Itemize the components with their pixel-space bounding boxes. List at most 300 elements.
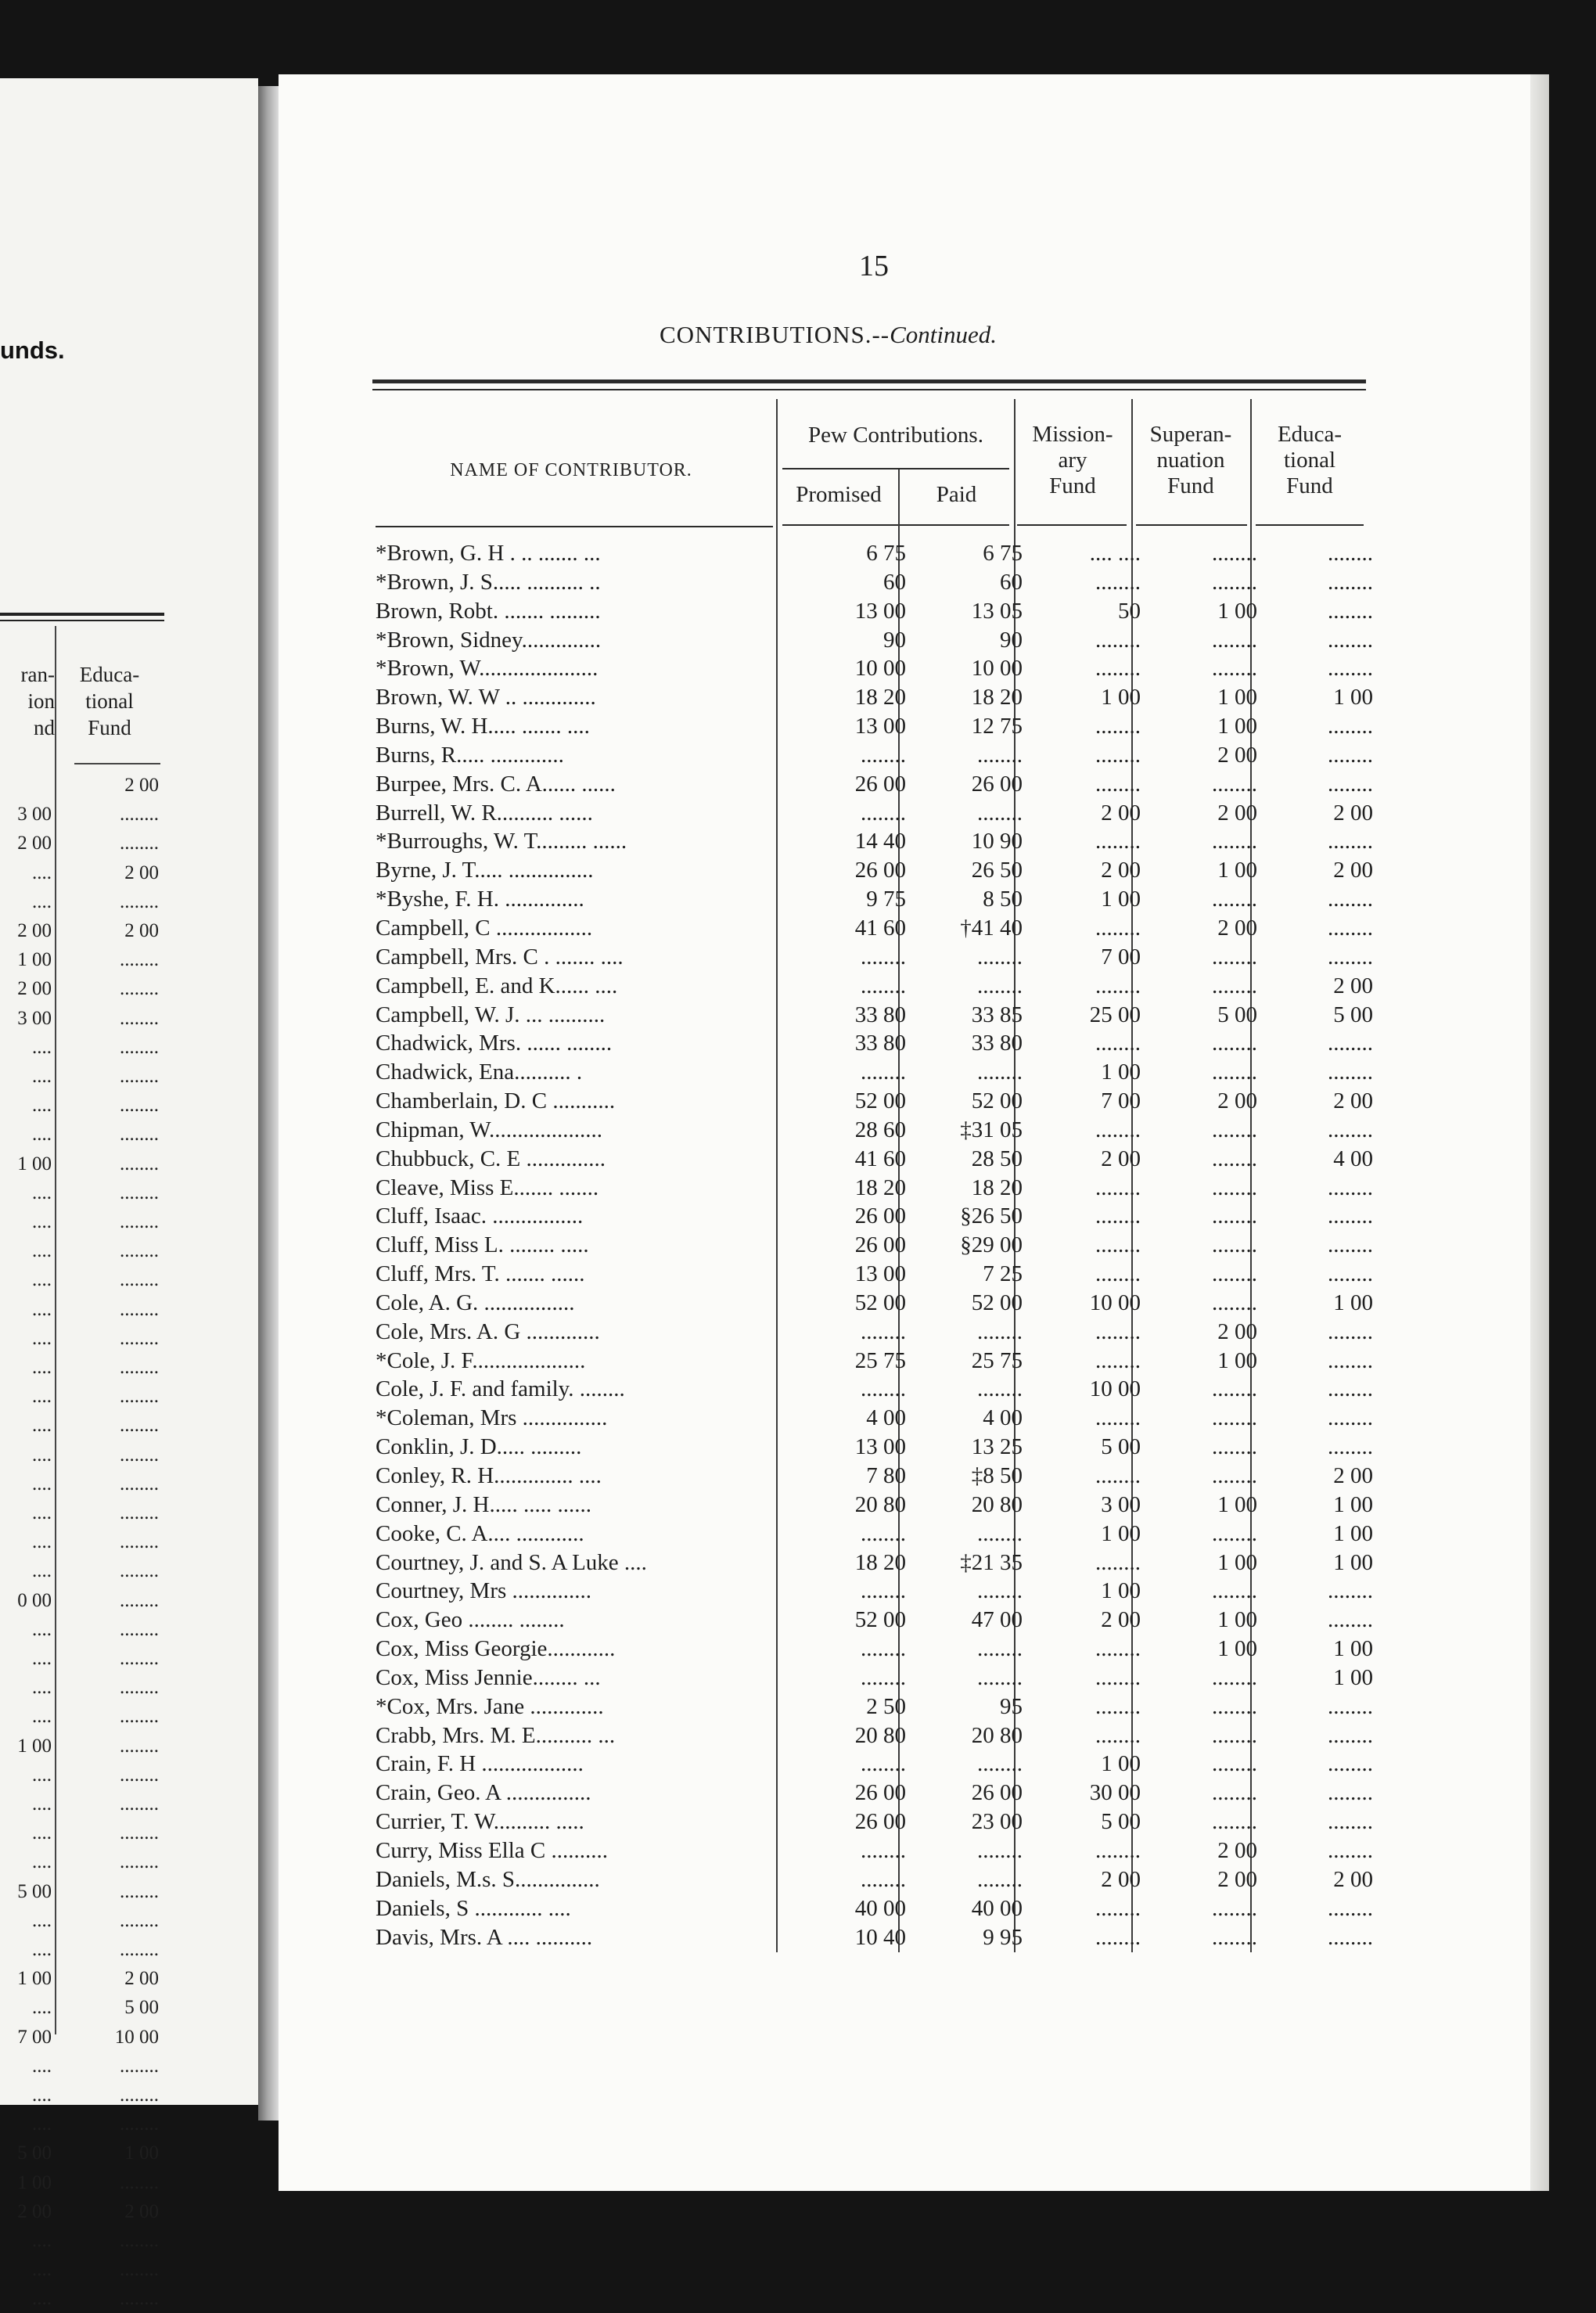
educational-fund: ........ bbox=[1328, 944, 1373, 969]
pew-promised: 26 00 bbox=[854, 858, 906, 883]
missionary-fund: ........ bbox=[1095, 1549, 1141, 1575]
pew-promised: ........ bbox=[861, 1866, 906, 1892]
table-row bbox=[376, 914, 1377, 943]
table-top-rule-thick bbox=[372, 380, 1366, 383]
pew-paid: ........ bbox=[977, 1520, 1023, 1546]
left-page-superannuation-cell: .... bbox=[32, 1182, 52, 1203]
table-row bbox=[376, 1087, 1377, 1116]
missionary-fund: 7 00 bbox=[1101, 1088, 1141, 1114]
superannuation-fund: ........ bbox=[1212, 771, 1257, 797]
pew-paid: 12 75 bbox=[971, 714, 1023, 739]
pew-paid: ........ bbox=[977, 800, 1023, 826]
left-page-superannuation-cell: .... bbox=[32, 890, 52, 912]
left-page-educational-cell: ........ bbox=[120, 2113, 159, 2135]
educational-fund: ........ bbox=[1328, 742, 1373, 768]
contributor-name: Courtney, Mrs .............. bbox=[376, 1578, 592, 1604]
left-page-superannuation-cell: .... bbox=[32, 1444, 52, 1466]
left-page-educational-cell: ........ bbox=[120, 1589, 159, 1611]
educational-fund: ........ bbox=[1328, 887, 1373, 912]
left-page-superannuation-cell: 1 00 bbox=[17, 1153, 52, 1174]
pew-paid: 6 75 bbox=[983, 541, 1023, 566]
contributor-name: Curry, Miss Ella C .......... bbox=[376, 1837, 608, 1863]
contributor-name: Cole, Mrs. A. G ............. bbox=[376, 1318, 600, 1344]
missionary-fund: 3 00 bbox=[1101, 1491, 1141, 1517]
left-page-educational-cell: 2 00 bbox=[124, 1968, 159, 1990]
educational-fund: ........ bbox=[1328, 656, 1373, 682]
pew-promised: 20 80 bbox=[854, 1491, 906, 1517]
left-page-superannuation-cell: .... bbox=[32, 1939, 52, 1960]
pew-promised: ........ bbox=[861, 1059, 906, 1085]
pew-promised: ........ bbox=[861, 1578, 906, 1604]
left-page-superannuation-cell: .... bbox=[32, 1851, 52, 1873]
superannuation-fund: ........ bbox=[1212, 1232, 1257, 1258]
missionary-fund: ........ bbox=[1095, 627, 1141, 653]
educational-fund: 1 00 bbox=[1333, 1290, 1373, 1315]
missionary-fund: 1 00 bbox=[1101, 1751, 1141, 1777]
pew-paid: 18 20 bbox=[971, 685, 1023, 710]
contributor-name: Brown, W. W .. ............. bbox=[376, 685, 596, 710]
left-page-educational-cell: ........ bbox=[120, 978, 159, 1000]
pew-promised: 60 bbox=[883, 569, 906, 595]
contribution-rows bbox=[376, 539, 1377, 1951]
left-page-educational-cell: ........ bbox=[120, 1327, 159, 1349]
missionary-fund: ........ bbox=[1095, 1261, 1141, 1287]
contributor-name: *Brown, G. H . .. ....... ... bbox=[376, 541, 601, 566]
table-row bbox=[376, 1721, 1377, 1750]
left-page-superannuation-cell: .... bbox=[32, 1764, 52, 1786]
superannuation-fund: 2 00 bbox=[1217, 1866, 1257, 1892]
missionary-fund: 10 00 bbox=[1089, 1376, 1141, 1402]
left-page-superannuation-cell: .... bbox=[32, 1677, 52, 1699]
left-page-superannuation-cell bbox=[0, 771, 52, 800]
table-row bbox=[376, 1462, 1377, 1491]
missionary-fund: 30 00 bbox=[1089, 1780, 1141, 1806]
left-page-superannuation-cell: .... bbox=[32, 1560, 52, 1582]
contributor-name: Cox, Geo ........ ........ bbox=[376, 1607, 565, 1633]
left-page-educational-cell: ........ bbox=[120, 2288, 159, 2310]
table-row bbox=[376, 1260, 1377, 1289]
table-row bbox=[376, 1779, 1377, 1808]
table-row bbox=[376, 1923, 1377, 1952]
left-page-superannuation-cell: .... bbox=[32, 2230, 52, 2251]
missionary-fund: ........ bbox=[1095, 1693, 1141, 1719]
table-row bbox=[376, 1750, 1377, 1779]
left-page-superannuation-cell: .... bbox=[32, 2113, 52, 2135]
superannuation-fund: ........ bbox=[1212, 1463, 1257, 1488]
superannuation-fund: ........ bbox=[1212, 1895, 1257, 1921]
table-row bbox=[376, 1865, 1377, 1894]
educational-fund: 4 00 bbox=[1333, 1146, 1373, 1171]
contributor-name: Brown, Robt. ....... ......... bbox=[376, 598, 601, 624]
left-page-superannuation-cell: .... bbox=[32, 1327, 52, 1349]
pew-promised: 33 80 bbox=[854, 1002, 906, 1027]
missionary-fund: ........ bbox=[1095, 569, 1141, 595]
left-page-superannuation-cell: .... bbox=[32, 1240, 52, 1262]
contributor-name: Conner, J. H..... ..... ...... bbox=[376, 1491, 591, 1517]
missionary-fund: ........ bbox=[1095, 915, 1141, 941]
missionary-fund: 1 00 bbox=[1101, 1578, 1141, 1604]
left-page-superannuation-cell: .... bbox=[32, 1124, 52, 1146]
superannuation-fund: 1 00 bbox=[1217, 1347, 1257, 1373]
table-row bbox=[376, 1808, 1377, 1836]
table-row bbox=[376, 1404, 1377, 1433]
superannuation-fund: ........ bbox=[1212, 1578, 1257, 1604]
contributor-name: Campbell, E. and K...... .... bbox=[376, 973, 618, 998]
pew-promised: ........ bbox=[861, 1837, 906, 1863]
educational-fund: 1 00 bbox=[1333, 1549, 1373, 1575]
superannuation-fund: ........ bbox=[1212, 1059, 1257, 1085]
contributor-name: Byrne, J. T..... ............... bbox=[376, 858, 594, 883]
pew-paid: 10 00 bbox=[971, 656, 1023, 682]
left-page-educational-cell: 2 00 bbox=[124, 2200, 159, 2222]
left-page-educational-cell: ........ bbox=[120, 1211, 159, 1232]
left-page-superannuation-cell: 1 00 bbox=[17, 949, 52, 971]
pew-paid: 33 80 bbox=[971, 1031, 1023, 1056]
left-page-superannuation-cell: .... bbox=[32, 1386, 52, 1408]
left-page-educational-cell: ........ bbox=[120, 804, 159, 826]
left-page-superannuation-cell: 3 00 bbox=[17, 804, 52, 826]
table-row bbox=[376, 1029, 1377, 1058]
missionary-fund: 2 00 bbox=[1101, 1146, 1141, 1171]
left-page-educational-cell: ........ bbox=[120, 1007, 159, 1029]
header-pew-contributions: Pew Contributions. bbox=[808, 423, 983, 448]
missionary-fund: ........ bbox=[1095, 1722, 1141, 1748]
left-page-superannuation-cell: .... bbox=[32, 1648, 52, 1669]
left-page-superannuation-cell: 1 00 bbox=[17, 1968, 52, 1990]
educational-fund: ........ bbox=[1328, 598, 1373, 624]
table-row bbox=[376, 1606, 1377, 1635]
educational-fund: 2 00 bbox=[1333, 973, 1373, 998]
contributor-name: *Brown, J. S..... .......... .. bbox=[376, 569, 601, 595]
header-rule-educational bbox=[1256, 524, 1364, 526]
educational-fund: 1 00 bbox=[1333, 1636, 1373, 1662]
pew-paid: ........ bbox=[977, 1318, 1023, 1344]
pew-promised: 41 60 bbox=[854, 915, 906, 941]
left-page-educational-cell: 2 00 bbox=[124, 775, 159, 796]
contributor-name: *Brown, Sidney.............. bbox=[376, 627, 602, 653]
pew-paid: ........ bbox=[977, 1664, 1023, 1690]
left-page-superannuation-cell: .... bbox=[32, 1066, 52, 1087]
superannuation-fund: ........ bbox=[1212, 1780, 1257, 1806]
left-page-superannuation-cell: .... bbox=[32, 1211, 52, 1232]
pew-paid: 8 50 bbox=[983, 887, 1023, 912]
educational-fund: ........ bbox=[1328, 1203, 1373, 1229]
left-page-superannuation-cell: .... bbox=[32, 1036, 52, 1058]
educational-fund: ........ bbox=[1328, 1607, 1373, 1633]
table-row bbox=[376, 1347, 1377, 1376]
table-row bbox=[376, 827, 1377, 856]
superannuation-fund: ........ bbox=[1212, 1117, 1257, 1142]
left-page-superannuation-cell: 2 00 bbox=[17, 978, 52, 1000]
left-page-educational-cell: ........ bbox=[120, 1357, 159, 1378]
left-page-rule-top-thin bbox=[0, 620, 164, 621]
pew-promised: ........ bbox=[861, 973, 906, 998]
pew-promised: 52 00 bbox=[854, 1088, 906, 1114]
running-title-main: CONTRIBUTIONS.-- bbox=[660, 321, 890, 348]
missionary-fund: 7 00 bbox=[1101, 944, 1141, 969]
table-row bbox=[376, 712, 1377, 741]
header-promised: Promised bbox=[796, 482, 882, 507]
left-page-rule-top bbox=[0, 613, 164, 616]
educational-fund: ........ bbox=[1328, 1232, 1373, 1258]
pew-paid: 60 bbox=[1000, 569, 1023, 595]
table-row bbox=[376, 1231, 1377, 1260]
header-pew-underline bbox=[782, 468, 1009, 469]
pew-promised: ........ bbox=[861, 1636, 906, 1662]
missionary-fund: 1 00 bbox=[1101, 1520, 1141, 1546]
contributor-name: Cluff, Miss L. ........ ..... bbox=[376, 1232, 589, 1258]
superannuation-fund: ........ bbox=[1212, 1434, 1257, 1460]
pew-promised: ........ bbox=[861, 1751, 906, 1777]
missionary-fund: ........ bbox=[1095, 1031, 1141, 1056]
table-row bbox=[376, 1375, 1377, 1404]
table-row bbox=[376, 972, 1377, 1001]
contributor-name: Burns, R..... ............. bbox=[376, 742, 564, 768]
missionary-fund: .... .... bbox=[1089, 541, 1141, 566]
pew-paid: 13 25 bbox=[971, 1434, 1023, 1460]
pew-paid: ........ bbox=[977, 1578, 1023, 1604]
contributor-name: Chubbuck, C. E .............. bbox=[376, 1146, 606, 1171]
educational-fund: ........ bbox=[1328, 1578, 1373, 1604]
pew-paid: ‡21 35 bbox=[960, 1549, 1023, 1575]
book-gutter bbox=[258, 86, 279, 2121]
left-page-educational-cell: ........ bbox=[120, 1502, 159, 1523]
superannuation-fund: ........ bbox=[1212, 1520, 1257, 1546]
educational-fund: ........ bbox=[1328, 1117, 1373, 1142]
pew-paid: 40 00 bbox=[971, 1895, 1023, 1921]
superannuation-fund: ........ bbox=[1212, 627, 1257, 653]
left-page-educational-cell: ........ bbox=[120, 2085, 159, 2106]
contributor-name: Daniels, M.s. S............... bbox=[376, 1866, 600, 1892]
pew-promised: ........ bbox=[861, 742, 906, 768]
left-page-superannuation-cell: 2 00 bbox=[17, 2200, 52, 2222]
pew-paid: §29 00 bbox=[960, 1232, 1023, 1258]
missionary-fund: ........ bbox=[1095, 771, 1141, 797]
educational-fund: ........ bbox=[1328, 1347, 1373, 1373]
superannuation-fund: ........ bbox=[1212, 887, 1257, 912]
missionary-fund: ........ bbox=[1095, 742, 1141, 768]
left-page-educational-cell: ........ bbox=[120, 890, 159, 912]
table-row bbox=[376, 1549, 1377, 1577]
educational-fund: ........ bbox=[1328, 714, 1373, 739]
superannuation-fund: ........ bbox=[1212, 829, 1257, 854]
pew-paid: 9 95 bbox=[983, 1924, 1023, 1950]
pew-promised: 7 80 bbox=[866, 1463, 906, 1488]
contributor-name: Crain, F. H .................. bbox=[376, 1751, 584, 1777]
left-page-superannuation-cell: .... bbox=[32, 2259, 52, 2281]
superannuation-fund: 1 00 bbox=[1217, 1491, 1257, 1517]
educational-fund: ........ bbox=[1328, 1809, 1373, 1835]
pew-promised: 26 00 bbox=[854, 1203, 906, 1229]
left-page-superannuation-cell: 1 00 bbox=[17, 2171, 52, 2193]
pew-paid: 52 00 bbox=[971, 1290, 1023, 1315]
pew-promised: 26 00 bbox=[854, 1809, 906, 1835]
missionary-fund: ........ bbox=[1095, 1405, 1141, 1431]
superannuation-fund: 1 00 bbox=[1217, 1607, 1257, 1633]
page-edge bbox=[1530, 74, 1549, 2191]
contributor-name: Chadwick, Ena.......... . bbox=[376, 1059, 583, 1085]
educational-fund: ........ bbox=[1328, 1318, 1373, 1344]
pew-promised: ........ bbox=[861, 1318, 906, 1344]
missionary-fund: 5 00 bbox=[1101, 1434, 1141, 1460]
missionary-fund: ........ bbox=[1095, 973, 1141, 998]
superannuation-fund: 1 00 bbox=[1217, 1549, 1257, 1575]
pew-promised: 52 00 bbox=[854, 1607, 906, 1633]
left-page-educational-cell: ........ bbox=[120, 949, 159, 971]
pew-paid: ........ bbox=[977, 1376, 1023, 1402]
left-page-educational-cell: ........ bbox=[120, 1473, 159, 1495]
pew-paid: §26 50 bbox=[960, 1203, 1023, 1229]
educational-fund: ........ bbox=[1328, 1174, 1373, 1200]
left-page-superannuation-cell: 3 00 bbox=[17, 1007, 52, 1029]
pew-paid: 7 25 bbox=[983, 1261, 1023, 1287]
left-page-superannuation-cell: 2 00 bbox=[17, 833, 52, 854]
pew-paid: †41 40 bbox=[960, 915, 1023, 941]
header-rule-name bbox=[376, 526, 773, 527]
educational-fund: ........ bbox=[1328, 915, 1373, 941]
missionary-fund: ........ bbox=[1095, 1837, 1141, 1863]
left-page-educational-cell: ........ bbox=[120, 1415, 159, 1437]
header-rule-missionary bbox=[1017, 524, 1127, 526]
pew-paid: 28 50 bbox=[971, 1146, 1023, 1171]
superannuation-fund: ........ bbox=[1212, 1405, 1257, 1431]
pew-promised: 52 00 bbox=[854, 1290, 906, 1315]
left-page-educational-cell: 1 00 bbox=[124, 2142, 159, 2164]
pew-promised: 13 00 bbox=[854, 1434, 906, 1460]
contributor-name: Crabb, Mrs. M. E.......... ... bbox=[376, 1722, 616, 1748]
educational-fund: 2 00 bbox=[1333, 1463, 1373, 1488]
superannuation-fund: ........ bbox=[1212, 1031, 1257, 1056]
educational-fund: ........ bbox=[1328, 1751, 1373, 1777]
pew-paid: ‡31 05 bbox=[960, 1117, 1023, 1142]
table-row bbox=[376, 683, 1377, 712]
contributor-name: Cluff, Mrs. T. ....... ...... bbox=[376, 1261, 585, 1287]
pew-promised: ........ bbox=[861, 1520, 906, 1546]
missionary-fund: 2 00 bbox=[1101, 858, 1141, 883]
left-page-educational-cell: ........ bbox=[120, 1793, 159, 1815]
missionary-fund: ........ bbox=[1095, 829, 1141, 854]
table-row bbox=[376, 1058, 1377, 1087]
contributor-name: *Burroughs, W. T......... ...... bbox=[376, 829, 627, 854]
left-page-educational-cell: ........ bbox=[120, 1036, 159, 1058]
pew-promised: 4 00 bbox=[866, 1405, 906, 1431]
superannuation-fund: ........ bbox=[1212, 1203, 1257, 1229]
table-row bbox=[376, 741, 1377, 770]
contributor-name: *Byshe, F. H. .............. bbox=[376, 887, 584, 912]
pew-promised: 13 00 bbox=[854, 598, 906, 624]
table-row bbox=[376, 1202, 1377, 1231]
pew-promised: 9 75 bbox=[866, 887, 906, 912]
superannuation-fund: 2 00 bbox=[1217, 1318, 1257, 1344]
left-page-educational-cell: ........ bbox=[120, 1764, 159, 1786]
pew-promised: 13 00 bbox=[854, 1261, 906, 1287]
missionary-fund: 1 00 bbox=[1101, 1059, 1141, 1085]
missionary-fund: ........ bbox=[1095, 1924, 1141, 1950]
pew-paid: 23 00 bbox=[971, 1809, 1023, 1835]
left-page-superannuation-cell: .... bbox=[32, 1473, 52, 1495]
left-page-superannuation-cell: 5 00 bbox=[17, 1880, 52, 1902]
table-row bbox=[376, 597, 1377, 626]
pew-promised: 26 00 bbox=[854, 1780, 906, 1806]
pew-promised: ........ bbox=[861, 800, 906, 826]
superannuation-fund: ........ bbox=[1212, 1261, 1257, 1287]
pew-promised: 10 40 bbox=[854, 1924, 906, 1950]
pew-paid: 47 00 bbox=[971, 1607, 1023, 1633]
superannuation-fund: ........ bbox=[1212, 1722, 1257, 1748]
superannuation-fund: ........ bbox=[1212, 1693, 1257, 1719]
pew-promised: 10 00 bbox=[854, 656, 906, 682]
educational-fund: 1 00 bbox=[1333, 1491, 1373, 1517]
pew-paid: 95 bbox=[1000, 1693, 1023, 1719]
contributor-name: Crain, Geo. A ............... bbox=[376, 1780, 591, 1806]
pew-paid: 4 00 bbox=[983, 1405, 1023, 1431]
table-row bbox=[376, 626, 1377, 655]
table-row bbox=[376, 568, 1377, 597]
pew-promised: 90 bbox=[883, 627, 906, 653]
educational-fund: 2 00 bbox=[1333, 1088, 1373, 1114]
header-missionary-fund: Mission- ary Fund bbox=[1032, 422, 1113, 498]
left-page-title-fragment: unds. bbox=[0, 336, 65, 364]
pew-paid: 25 75 bbox=[971, 1347, 1023, 1373]
left-page-educational-cell: ........ bbox=[120, 1735, 159, 1757]
left-page-superannuation-cell: .... bbox=[32, 1793, 52, 1815]
contributor-name: Cooke, C. A.... ............ bbox=[376, 1520, 584, 1546]
missionary-fund: ........ bbox=[1095, 1318, 1141, 1344]
left-page-educational-cell: 10 00 bbox=[114, 2026, 159, 2048]
missionary-fund: 2 00 bbox=[1101, 1866, 1141, 1892]
pew-promised: ........ bbox=[861, 1664, 906, 1690]
left-page-superannuation-cell: 0 00 bbox=[17, 1589, 52, 1611]
left-page-educational-cell: ........ bbox=[120, 1531, 159, 1553]
pew-promised: 13 00 bbox=[854, 714, 906, 739]
superannuation-fund: 1 00 bbox=[1217, 714, 1257, 739]
missionary-fund: ........ bbox=[1095, 1203, 1141, 1229]
left-page bbox=[0, 78, 258, 2310]
contributor-name: Cox, Miss Georgie............ bbox=[376, 1636, 616, 1662]
superannuation-fund: ........ bbox=[1212, 973, 1257, 998]
pew-paid: 10 90 bbox=[971, 829, 1023, 854]
contributor-name: *Brown, W..................... bbox=[376, 656, 598, 682]
pew-paid: ‡8 50 bbox=[971, 1463, 1023, 1488]
left-page-educational-cell: ........ bbox=[120, 1618, 159, 1640]
pew-promised: 18 20 bbox=[854, 1549, 906, 1575]
pew-paid: ........ bbox=[977, 1866, 1023, 1892]
pew-promised: 28 60 bbox=[854, 1117, 906, 1142]
missionary-fund: ........ bbox=[1095, 1232, 1141, 1258]
left-page-superannuation-cell: .... bbox=[32, 1909, 52, 1931]
pew-paid: 20 80 bbox=[971, 1722, 1023, 1748]
superannuation-fund: ........ bbox=[1212, 944, 1257, 969]
table-row bbox=[376, 799, 1377, 828]
pew-promised: 6 75 bbox=[866, 541, 906, 566]
pew-paid: ........ bbox=[977, 1751, 1023, 1777]
superannuation-fund: 2 00 bbox=[1217, 1088, 1257, 1114]
left-page-superannuation-cell: .... bbox=[32, 1415, 52, 1437]
left-page-educational-cell: ........ bbox=[120, 1851, 159, 1873]
missionary-fund: ........ bbox=[1095, 1174, 1141, 1200]
left-page-educational-cell: ........ bbox=[120, 1269, 159, 1291]
contributor-name: Daniels, S ............ .... bbox=[376, 1895, 571, 1921]
left-page-educational-cell: ........ bbox=[120, 2171, 159, 2193]
left-page-superannuation-cell: .... bbox=[32, 2055, 52, 2077]
left-page-educational-cell: ........ bbox=[120, 2259, 159, 2281]
missionary-fund: 25 00 bbox=[1089, 1002, 1141, 1027]
table-top-rule-thin bbox=[372, 389, 1366, 390]
pew-promised: 20 80 bbox=[854, 1722, 906, 1748]
pew-paid: ........ bbox=[977, 944, 1023, 969]
educational-fund: ........ bbox=[1328, 1031, 1373, 1056]
educational-fund: ........ bbox=[1328, 1924, 1373, 1950]
